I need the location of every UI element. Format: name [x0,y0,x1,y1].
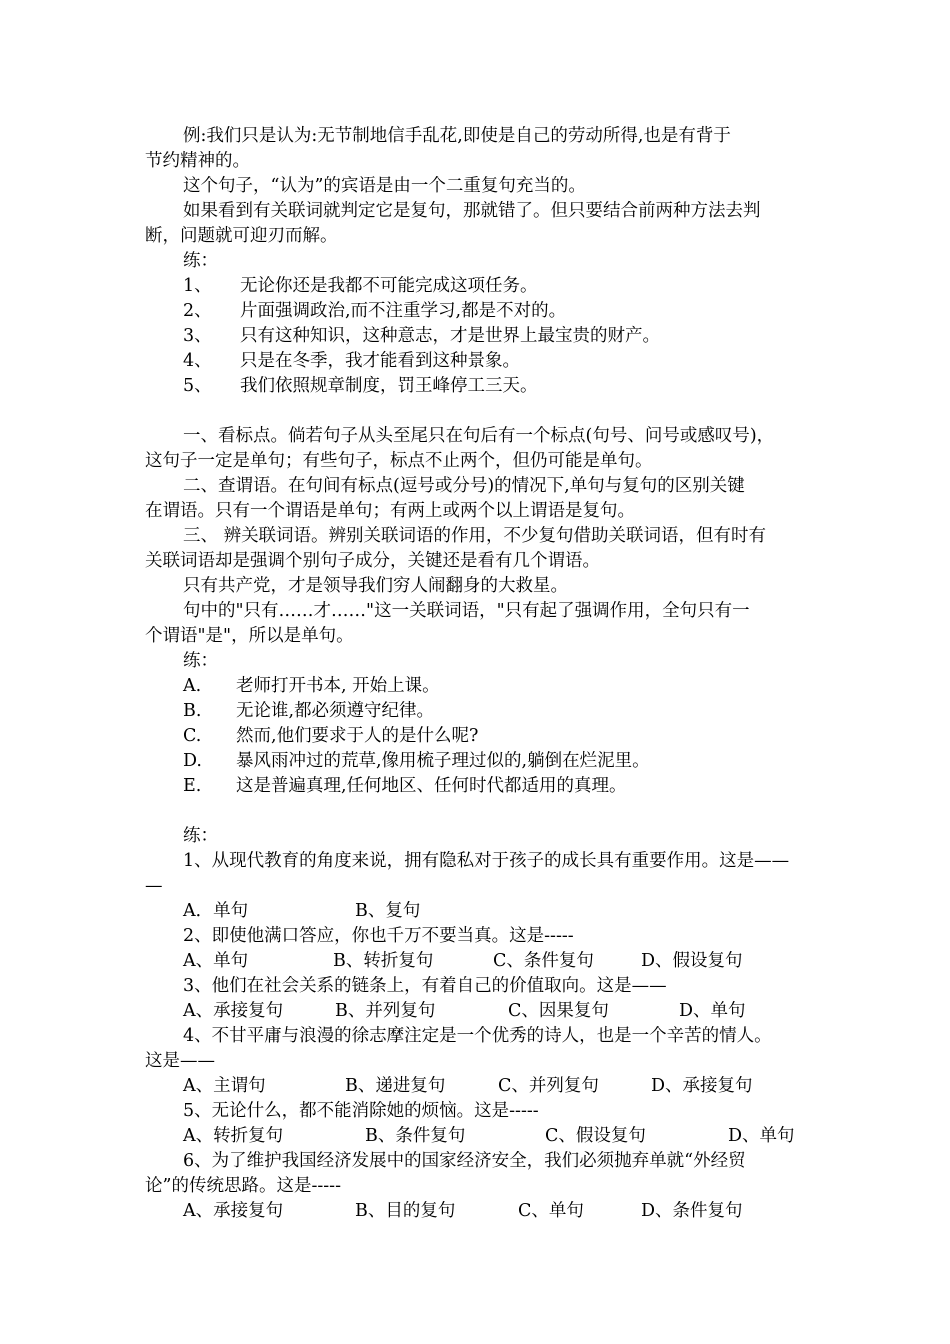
item-text: 无论谁,都必须遵守纪律。 [236,701,435,721]
item-text: 只有这种知识，这种意志，才是世界上最宝贵的财产。 [240,326,660,346]
method-1-line-2: 这句子一定是单句；有些句子，标点不止两个，但仍可能是单句。 [145,451,653,471]
question-6: 6、为了维护我国经济发展中的国家经济安全，我们必须抛弃单就“外经贸 [183,1151,746,1171]
option: A、承接复句 [183,1201,284,1221]
item-number: 3、 [183,326,212,346]
option: A、主谓句 [183,1076,266,1096]
option: A、单句 [183,951,249,971]
analysis-note: 这个句子，“认为”的宾语是由一个二重复句充当的。 [183,176,586,196]
question-1-cont: — [145,876,163,896]
example-line-1: 例:我们只是认为:无节制地信手乱花,即使是自己的劳动所得,也是有背于 [183,126,731,146]
option: B、条件复句 [365,1126,466,1146]
question-3: 3、他们在社会关系的链条上，有着自己的价值取向。这是—— [183,976,667,996]
practice-label: 练： [183,651,218,671]
option: B、并列复句 [335,1001,436,1021]
item-text: 老师打开书本, 开始上课。 [236,676,440,696]
method-3-line-2: 关联词语却是强调个别句子成分，关键还是看有几个谓语。 [145,551,600,571]
item-number: 2、 [183,301,212,321]
practice-label: 练： [183,826,218,846]
item-number: 4、 [183,351,212,371]
option: B、递进复句 [345,1076,446,1096]
example-line-2: 节约精神的。 [145,151,250,171]
item-text: 我们依照规章制度，罚王峰停工三天。 [240,376,538,396]
option: D、单句 [679,1001,746,1021]
option: D、单句 [728,1126,795,1146]
option: B、目的复句 [355,1201,456,1221]
warning-line-1: 如果看到有关联词就判定它是复句，那就错了。但只要结合前两种方法去判 [183,201,761,221]
item-letter: E. [183,776,202,796]
item-letter: B. [183,701,202,721]
option: A、承接复句 [183,1001,284,1021]
item-text: 只是在冬季，我才能看到这种景象。 [240,351,520,371]
option: D、假设复句 [641,951,743,971]
method-explain-line-2: 个谓语"是"，所以是单句。 [145,626,354,646]
option: C、条件复句 [493,951,594,971]
question-6-cont: 论”的传统思路。这是----- [145,1176,342,1196]
method-1-line-1: 一、看标点。倘若句子从头至尾只在句后有一个标点(句号、问号或感叹号)， [183,426,775,446]
warning-line-2: 断，问题就可迎刃而解。 [145,226,338,246]
method-explain-line-1: 句中的"只有……才……"这一关联词语，"只有起了强调作用，全句只有一 [183,601,750,621]
option: B、复句 [355,901,421,921]
option: A、转折复句 [183,1126,284,1146]
item-text: 无论你还是我都不可能完成这项任务。 [240,276,538,296]
item-text: 这是普遍真理,任何地区、任何时代都适用的真理。 [236,776,627,796]
option: C、因果复句 [508,1001,609,1021]
option: D、条件复句 [641,1201,743,1221]
item-number: 1、 [183,276,212,296]
item-text: 然而,他们要求于人的是什么呢? [236,726,479,746]
option: B、转折复句 [333,951,434,971]
question-1: 1、从现代教育的角度来说，拥有隐私对于孩子的成长具有重要作用。这是—— [183,851,790,871]
item-letter: C. [183,726,202,746]
question-2: 2、即使他满口答应，你也千万不要当真。这是----- [183,926,574,946]
method-example: 只有共产党，才是领导我们穷人闹翻身的大救星。 [183,576,568,596]
item-text: 暴风雨冲过的荒草,像用梳子理过似的,躺倒在烂泥里。 [236,751,650,771]
item-text: 片面强调政治,而不注重学习,都是不对的。 [240,301,567,321]
practice-label: 练： [183,251,218,271]
item-number: 5、 [183,376,212,396]
item-letter: D. [183,751,202,771]
option: C、单句 [518,1201,584,1221]
question-4-cont: 这是—— [145,1051,215,1071]
question-5: 5、无论什么，都不能消除她的烦恼。这是----- [183,1101,539,1121]
option: C、并列复句 [498,1076,599,1096]
option: D、承接复句 [651,1076,753,1096]
method-3-line-1: 三、 辨关联词语。辨别关联词语的作用，不少复句借助关联词语，但有时有 [183,526,767,546]
item-letter: A. [183,676,202,696]
option: A．单句 [183,901,249,921]
method-2-line-1: 二、查谓语。在句间有标点(逗号或分号)的情况下,单句与复句的区别关键 [183,476,745,496]
option: C、假设复句 [545,1126,646,1146]
method-2-line-2: 在谓语。只有一个谓语是单句；有两上或两个以上谓语是复句。 [145,501,635,521]
question-4: 4、不甘平庸与浪漫的徐志摩注定是一个优秀的诗人，也是一个辛苦的情人。 [183,1026,772,1046]
